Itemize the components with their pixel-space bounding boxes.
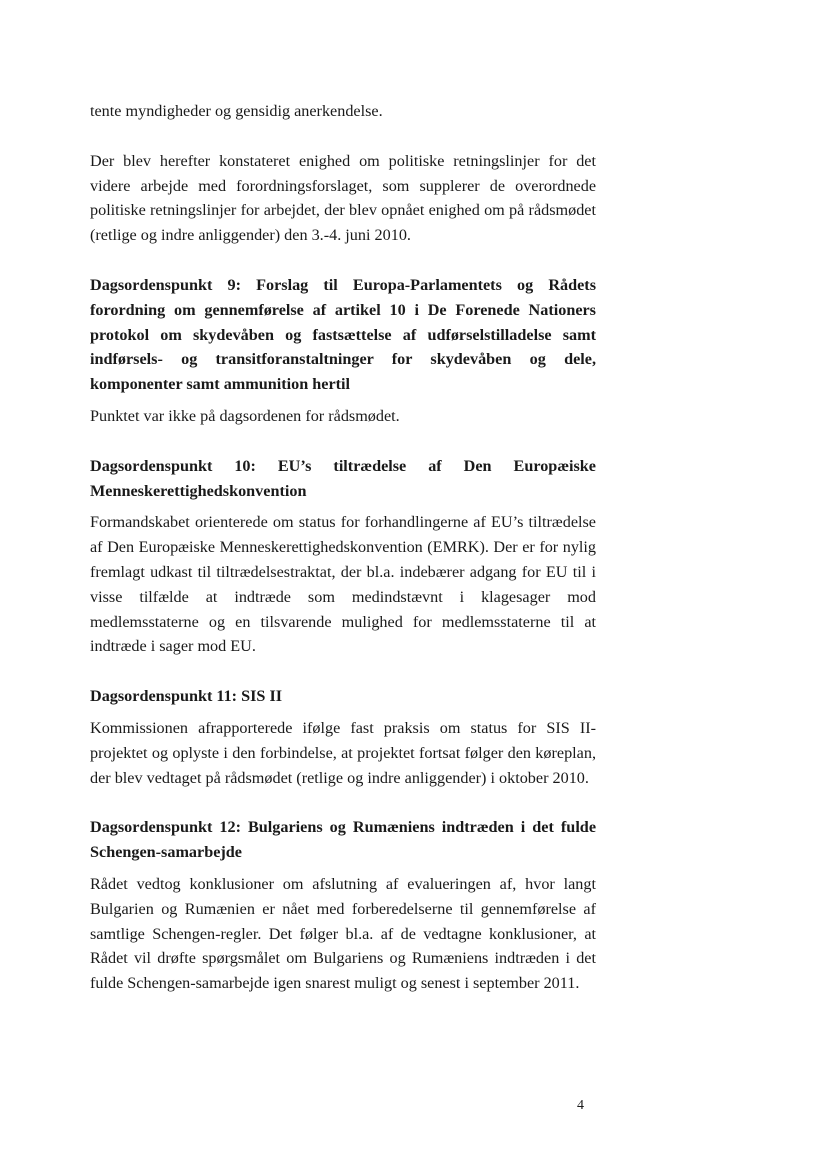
guidelines-paragraph: Der blev herefter konstateret enighed om politiske retningslinjer for det videre arbejde med forordningsforslaget, som supplerer de overordnede politiske retningslinjer for arbejdet, der blev opnået enighed om på rådsmødet (retlige og indre anliggender) den 3.-4. juni 2010. xyxy=(90,151,596,245)
section-heading-item-10: Dagsordenspunkt 10: EU’s tiltrædelse af Den Europæiske Menneskerettighedskonvention xyxy=(90,456,596,500)
page-number: 4 xyxy=(577,1098,584,1113)
section-heading-item-11: Dagsordenspunkt 11: SIS II xyxy=(90,687,283,706)
section-body-item-12: Rådet vedtog konklusioner om afslutning af evalueringen af, hvor langt Bulgarien og Rumænien er nået med forberedelserne til gennemførelse af samtlige Schengen-regler. Det følger bl.a. af de vedtagne konklusioner, at Rådet vil drøfte spørgsmålet om Bulgariens og Rumæniens indtræden i det fulde Schengen-samarbejde igen snarest muligt og senest i september 2011. xyxy=(90,874,596,993)
section-body-item-9: Punktet var ikke på dagsordenen for rådsmødet. xyxy=(90,406,400,425)
section-heading-item-9: Dagsordenspunkt 9: Forslag til Europa-Parlamentets og Rådets forordning om gennemførelse af artikel 10 i De Forenede Nationers protokol om skydevåben og fastsættelse af udførselstilladelse samt indførsels- og transitforanstaltninger for skydevåben og dele, komponenter samt ammunition hertil xyxy=(90,275,596,394)
section-body-item-11: Kommissionen afrapporterede ifølge fast praksis om status for SIS II-projektet og oplyste i den forbindelse, at projektet fortsat følger den køreplan, der blev vedtaget på rådsmødet (retlige og indre anliggender) i oktober 2010. xyxy=(90,718,596,787)
document-page xyxy=(90,99,596,996)
section-heading-item-12: Dagsordenspunkt 12: Bulgariens og Rumæniens indtræden i det fulde Schengen-samarbejde xyxy=(90,818,596,862)
section-body-item-10: Formandskabet orienterede om status for forhandlingerne af EU’s tiltrædelse af Den Europæiske Menneskerettighedskonvention (EMRK). Der er for nylig fremlagt udkast til tiltrædelsestraktat, der bl.a. indebærer adgang for EU til i visse tilfælde at indtræde som medindstævnt i klagesager mod medlemsstaterne og en tilsvarende mulighed for medlemsstaterne til at indtræde i sager mod EU. xyxy=(90,513,596,656)
intro-paragraph-end: tente myndigheder og gensidig anerkendelse. xyxy=(90,102,383,120)
